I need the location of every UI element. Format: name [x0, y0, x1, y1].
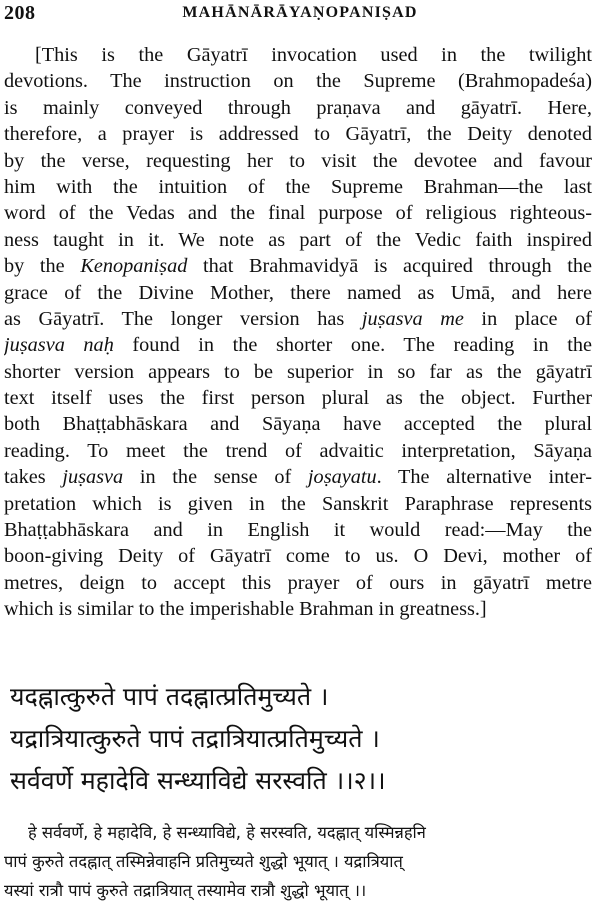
line-17-end: . The alternative inter-	[376, 466, 592, 489]
commentary-line-4: therefore, a prayer is addressed to Gāyatrī, the Deity denoted	[4, 123, 592, 146]
page-header	[0, 0, 600, 30]
commentary-line-20: boon-giving Deity of Gāyatrī come to us. O Devi, mother of	[4, 545, 592, 568]
commentary-line-21: metres, deign to accept this prayer of ours in gāyatrī metre	[4, 571, 592, 594]
italic-kenopanisad: Kenopaniṣad	[80, 255, 188, 278]
running-title: MAHĀNĀRĀYAṆOPANIṢAD	[182, 4, 418, 21]
italic-jusasva-me: juṣasva me	[361, 307, 464, 330]
commentary-line-1: [This is the Gāyatrī invocation used in the twilight	[35, 44, 592, 66]
commentary-line-5: by the verse, requesting her to visit the devotee and favour	[4, 149, 592, 172]
line-17-mid: in the sense of	[123, 466, 308, 489]
commentary-line-3: is mainly conveyed through praṇava and gāyatrī. Here,	[4, 96, 592, 119]
sanskrit-verse	[4, 676, 600, 802]
sanskrit-paraphrase	[4, 818, 596, 905]
commentary-line-15: both Bhaṭṭabhāskara and Sāyaṇa have accepted the plural	[4, 413, 592, 436]
line-11-end: in place of	[463, 307, 592, 330]
verse-line-1: यदह्नात्कुरुते पापं तदह्नात्प्रतिमुच्यते ।	[10, 682, 329, 711]
commentary-line-14: text itself uses the first person plural as the object. Further	[4, 387, 592, 410]
line-11-start: as Gāyatrī. The longer version has	[4, 307, 362, 330]
commentary-line-2: devotions. The instruction on the Supreme (Brahmopadeśa)	[4, 70, 592, 93]
line-9-start: by the	[4, 255, 81, 278]
paraphrase-line-1: हे सर्ववर्णे, हे महादेवि, हे सन्ध्याविद्ये, हे सरस्वति, यदह्नात् यस्मिन्नहनि	[28, 823, 426, 842]
paraphrase-line-2: पापं कुरुते तदह्नात् तस्मिन्नेवाहनि प्रतिमुच्यते शुद्धो भूयात् । यद्रात्रियात्	[4, 852, 403, 871]
commentary-line-9	[4, 253, 592, 279]
commentary-line-19: Bhaṭṭabhāskara and in English it would read:—May the	[4, 519, 592, 542]
italic-josayatu: joṣayatu	[307, 466, 377, 489]
commentary-line-12	[4, 332, 592, 358]
commentary-line-16: reading. To meet the trend of advaitic interpretation, Sāyaṇa	[4, 439, 592, 462]
commentary-paragraph	[4, 42, 592, 623]
commentary-line-22: which is similar to the imperishable Brahman in greatness.]	[4, 598, 487, 621]
line-17-start: takes	[4, 466, 63, 489]
commentary-line-13: shorter version appears to be superior in so far as the gāyatrī	[4, 360, 592, 383]
line-9-end: that Brahmavidyā is acquired through the	[187, 255, 592, 278]
page-number: 208	[4, 2, 36, 24]
commentary-line-8: ness taught in it. We note as part of the Vedic faith inspired	[4, 228, 592, 251]
commentary-line-7: word of the Vedas and the final purpose of religious righteous-	[4, 202, 592, 225]
commentary-line-6: him with the intuition of the Supreme Brahman—the last	[4, 175, 592, 198]
italic-jusasva-nah: juṣasva naḥ	[4, 334, 114, 357]
paraphrase-line-3: यस्यां रात्रौ पापं कुरुते तद्रात्रियात् तस्यामेव रात्रौ शुद्धो भूयात् ।।	[4, 881, 367, 900]
commentary-line-17	[4, 464, 592, 490]
line-12-end: found in the shorter one. The reading in the	[113, 334, 592, 357]
verse-line-3: सर्ववर्णे महादेवि सन्ध्याविद्ये सरस्वति ।।२।।	[10, 766, 386, 795]
italic-jusasva: juṣasva	[62, 466, 124, 489]
commentary-line-18: pretation which is given in the Sanskrit Paraphrase represents	[4, 492, 592, 515]
verse-line-2: यद्रात्रियात्कुरुते पापं तद्रात्रियात्प्रतिमुच्यते ।	[10, 724, 380, 753]
commentary-line-10: grace of the Divine Mother, there named as Umā, and here	[4, 281, 592, 304]
commentary-line-11	[4, 306, 592, 332]
